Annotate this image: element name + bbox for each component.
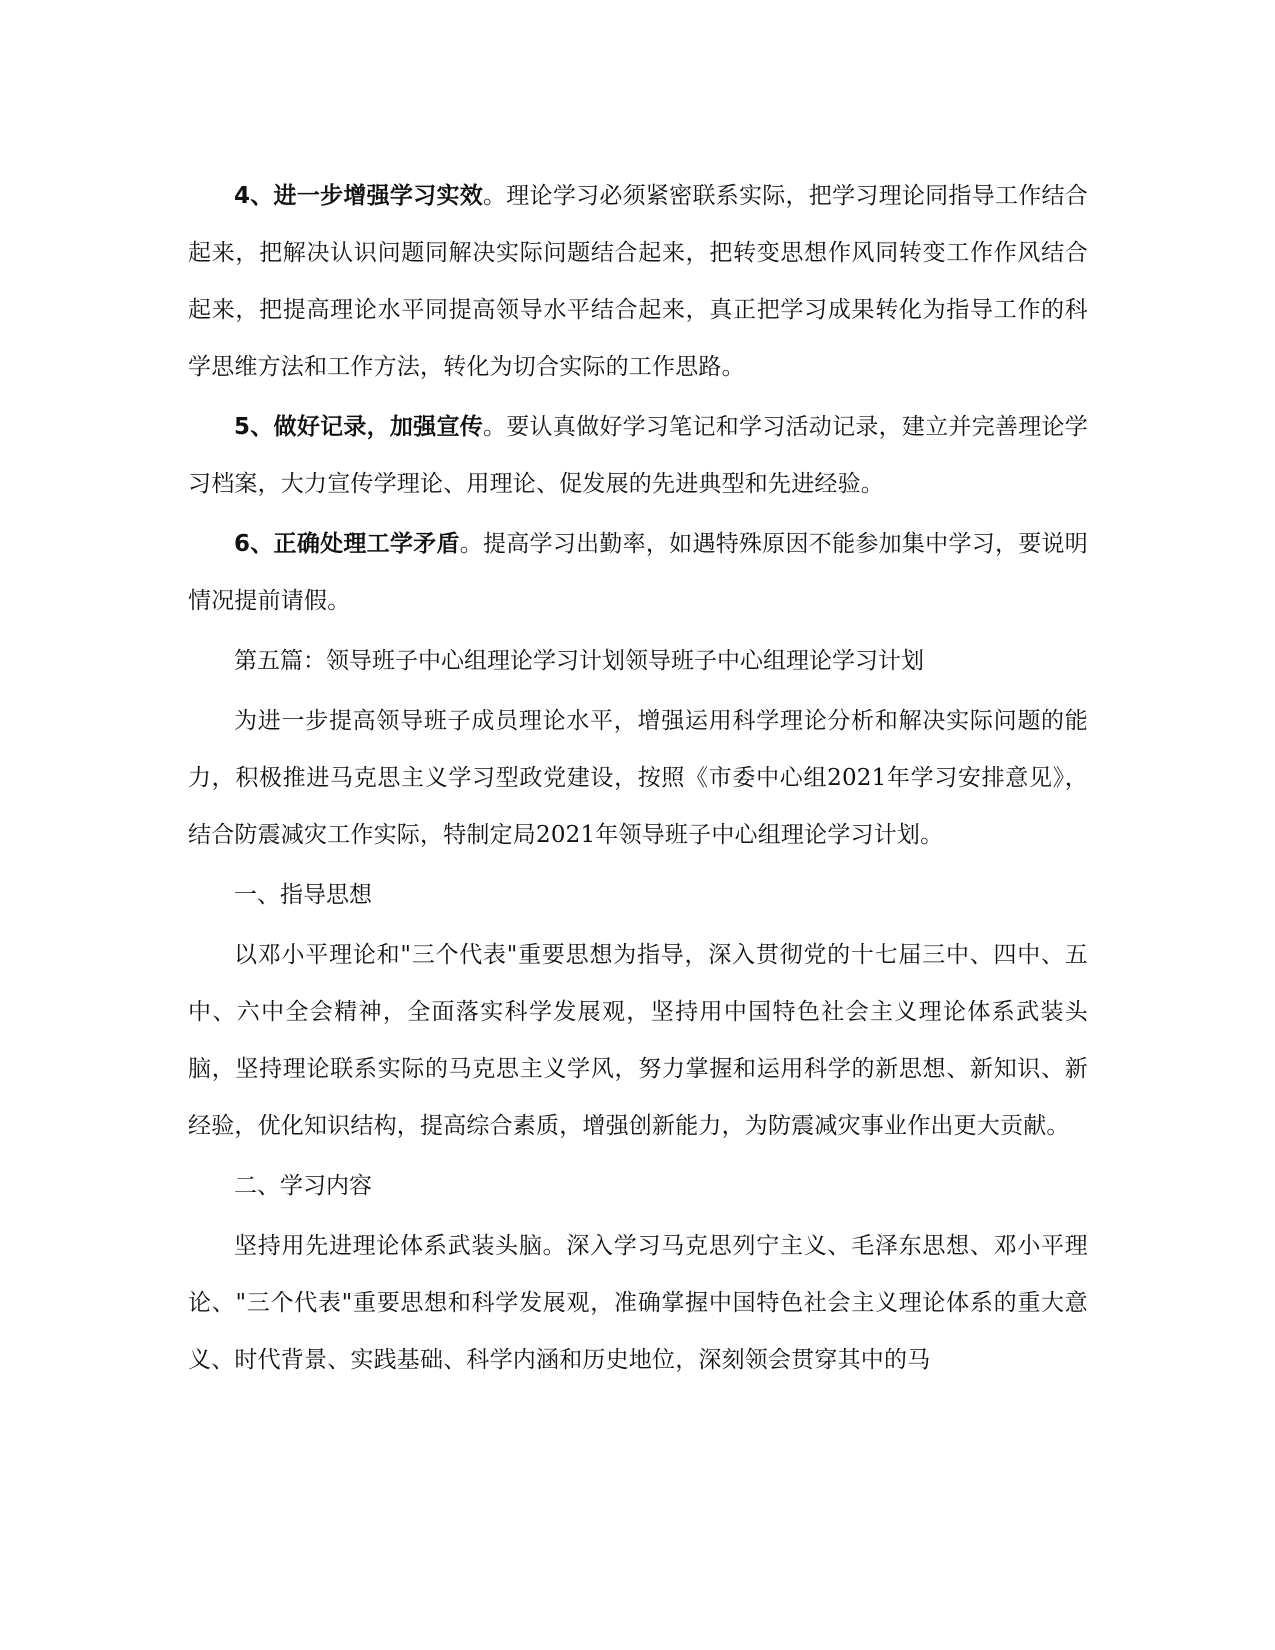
paragraph-lead: 5、做好记录，加强宣传: [234, 414, 483, 440]
article-title: 第五篇：领导班子中心组理论学习计划领导班子中心组理论学习计划: [234, 648, 924, 674]
intro-paragraph: 为进一步提高领导班子成员理论水平，增强运用科学理论分析和解决实际问题的能力，积极推进马克思主义学习型政党建设，按照《市委中心组2021年学习安排意见》，结合防震减灾工作实际，特制定局2021年领导班子中心组理论学习计划。: [188, 708, 1088, 848]
guiding-thought-paragraph: 以邓小平理论和"三个代表"重要思想为指导，深入贯彻党的十七届三中、四中、五中、六中全会精神，全面落实科学发展观，坚持用中国特色社会主义理论体系武装头脑，坚持理论联系实际的马克思主义学风，努力掌握和运用科学的新思想、新知识、新经验，优化知识结构，提高综合素质，增强创新能力，为防震减灾事业作出更大贡献。: [188, 942, 1088, 1139]
paragraph-text: 。提高学习出勤率，如遇特殊原因不能参加集中学习，要说明情况提前请假。: [188, 531, 1088, 614]
paragraph-lead: 4、进一步增强学习实效: [234, 183, 483, 209]
paragraph-study-effectiveness: [188, 168, 1088, 396]
paragraph-records-publicity: [188, 399, 1088, 513]
section-heading-guiding-thought: 一、指导思想: [234, 882, 372, 908]
paragraph-text: 。理论学习必须紧密联系实际，把学习理论同指导工作结合起来，把解决认识问题同解决实际问题结合起来，把转变思想作风同转变工作作风结合起来，把提高理论水平同提高领导水平结合起来，真正把学习成果转化为指导工作的科学思维方法和工作方法，转化为切合实际的工作思路。: [188, 183, 1088, 380]
document-page: [188, 168, 1088, 1392]
study-content-paragraph: 坚持用先进理论体系武装头脑。深入学习马克思列宁主义、毛泽东思想、邓小平理论、"三个代表"重要思想和科学发展观，准确掌握中国特色社会主义理论体系的重大意义、时代背景、实践基础、科学内涵和历史地位，深刻领会贯穿其中的马: [188, 1233, 1088, 1373]
section-heading-study-content: 二、学习内容: [234, 1173, 372, 1199]
paragraph-work-study-balance: [188, 516, 1088, 630]
paragraph-lead: 6、正确处理工学矛盾: [234, 531, 460, 557]
paragraph-text: 。要认真做好学习笔记和学习活动记录，建立并完善理论学习档案，大力宣传学理论、用理论、促发展的先进典型和先进经验。: [188, 414, 1088, 497]
